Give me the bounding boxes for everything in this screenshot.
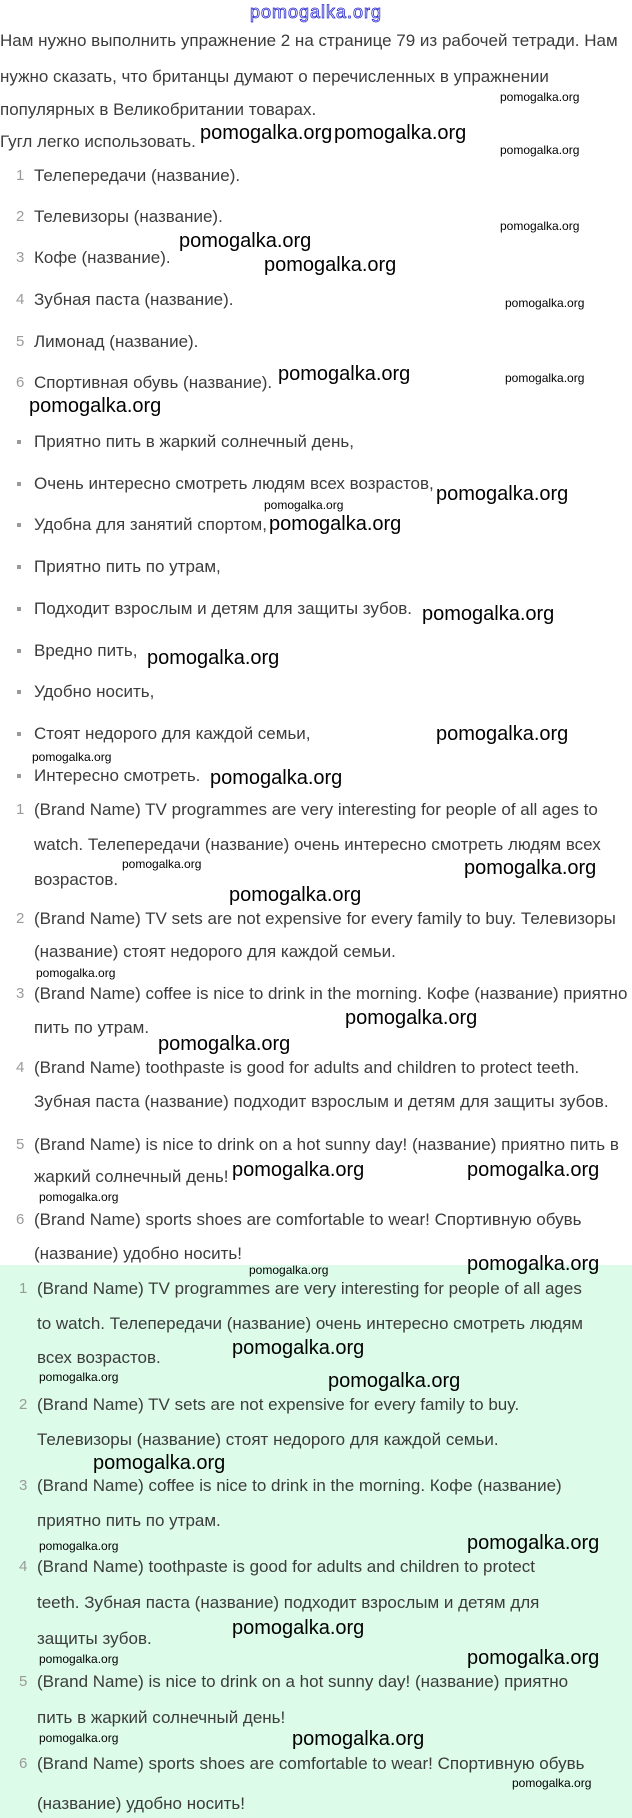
sentence-line: (Brand Name) toothpaste is good for adults and children to protect teeth.	[34, 1058, 580, 1077]
watermark: pomogalka.org	[210, 767, 343, 789]
watermark: pomogalka.org	[467, 1253, 600, 1275]
answer-line: (Brand Name) coffee is nice to drink in the morning. Кофе (название)	[37, 1476, 562, 1495]
watermark: pomogalka.org	[39, 1190, 119, 1204]
watermark: pomogalka.org	[467, 1647, 600, 1669]
watermark: pomogalka.org	[278, 363, 411, 385]
sentence-line: (название) удобно носить!	[34, 1244, 242, 1263]
sentence-line: (Brand Name) is nice to drink on a hot sunny day! (название) приятно пить в	[34, 1135, 619, 1154]
bullet-icon	[17, 649, 21, 653]
phrase-item: Удобно носить,	[34, 682, 155, 701]
phrase-item: Подходит взрослым и детям для защиты зубов.	[34, 599, 413, 618]
intro-line: популярных в Великобритании товарах.	[0, 100, 317, 119]
phrase-item: Приятно пить по утрам,	[34, 557, 221, 576]
answer-line: всех возрастов.	[37, 1348, 161, 1367]
answer-line: (Brand Name) TV programmes are very interesting for people of all ages	[37, 1279, 582, 1298]
sentence-line: (Brand Name) TV programmes are very interesting for people of all ages to	[34, 800, 598, 819]
watermark: pomogalka.org	[505, 371, 585, 385]
watermark: pomogalka.org	[39, 1370, 119, 1384]
watermark: pomogalka.org	[229, 884, 362, 906]
sentence-line: возрастов.	[34, 870, 119, 889]
watermark: pomogalka.org	[334, 122, 467, 144]
watermark: pomogalka.org	[512, 1776, 592, 1790]
answer-number: 4	[19, 1558, 28, 1575]
sentence-line: (Brand Name) sports shoes are comfortable to wear! Спортивную обувь	[34, 1210, 582, 1229]
answer-number: 3	[19, 1477, 28, 1494]
watermark: pomogalka.org	[36, 966, 116, 980]
bullet-icon	[17, 774, 21, 778]
bullet-icon	[17, 732, 21, 736]
watermark: pomogalka.org	[39, 1539, 119, 1553]
watermark: pomogalka.org	[345, 1007, 478, 1029]
list-number: 6	[16, 1211, 25, 1228]
list-number: 1	[16, 167, 25, 184]
product-item: Зубная паста (название).	[34, 290, 234, 309]
watermark: pomogalka.org	[29, 395, 162, 417]
watermark: pomogalka.org	[232, 1337, 365, 1359]
product-item: Лимонад (название).	[34, 332, 199, 351]
watermark: pomogalka.org	[500, 219, 580, 233]
watermark: pomogalka.org	[232, 1617, 365, 1639]
sentence-line: watch. Телепередачи (название) очень интересно смотреть людям всех	[34, 835, 601, 854]
product-item: Спортивная обувь (название).	[34, 373, 273, 392]
list-number: 1	[16, 801, 25, 818]
answer-line: (Brand Name) toothpaste is good for adults and children to protect	[37, 1557, 536, 1576]
phrase-item: Очень интересно смотреть людям всех возрастов,	[34, 474, 434, 493]
answer-line: защиты зубов.	[37, 1629, 152, 1648]
watermark: pomogalka.org	[292, 1728, 425, 1750]
phrase-item: Стоят недорого для каждой семьи,	[34, 724, 311, 743]
answer-line: (Brand Name) is nice to drink on a hot sunny day! (название) приятно	[37, 1672, 569, 1691]
watermark: pomogalka.org	[467, 1532, 600, 1554]
answer-number: 5	[19, 1673, 28, 1690]
watermark: pomogalka.org	[500, 90, 580, 104]
answer-line: (Brand Name) sports shoes are comfortable to wear! Спортивную обувь	[37, 1754, 585, 1773]
intro-line: Нам нужно выполнить упражнение 2 на странице 79 из рабочей тетради. Нам	[0, 31, 618, 50]
watermark: pomogalka.org	[264, 498, 344, 512]
sentence-line: (Brand Name) TV sets are not expensive for every family to buy. Телевизоры	[34, 909, 616, 928]
answer-number: 2	[19, 1396, 28, 1413]
phrase-item: Интересно смотреть.	[34, 766, 201, 785]
watermark: pomogalka.org	[505, 296, 585, 310]
watermark: pomogalka.org	[147, 647, 280, 669]
watermark: pomogalka.org	[264, 254, 397, 276]
intro-line: нужно сказать, что британцы думают о перечисленных в упражнении	[0, 67, 549, 86]
list-number: 2	[16, 910, 25, 927]
sentence-line: (название) стоят недорого для каждой семьи.	[34, 942, 396, 961]
list-number: 5	[16, 333, 25, 350]
answer-line: (Brand Name) TV sets are not expensive for every family to buy.	[37, 1395, 520, 1414]
watermark: pomogalka.org	[269, 513, 402, 535]
watermark: pomogalka.org	[39, 1652, 119, 1666]
product-item: Телевизоры (название).	[34, 207, 223, 226]
list-number: 3	[16, 985, 25, 1002]
intro-line: Гугл легко использовать.	[0, 132, 196, 151]
answer-line: приятно пить по утрам.	[37, 1511, 221, 1530]
bullet-icon	[17, 690, 21, 694]
watermark: pomogalka.org	[249, 1263, 329, 1277]
answer-line: to watch. Телепередачи (название) очень интересно смотреть людям	[37, 1314, 583, 1333]
bullet-icon	[17, 482, 21, 486]
answer-number: 6	[19, 1755, 28, 1772]
product-item: Телепередачи (название).	[34, 166, 241, 185]
list-number: 2	[16, 208, 25, 225]
phrase-item: Приятно пить в жаркий солнечный день,	[34, 432, 354, 451]
bullet-icon	[17, 440, 21, 444]
list-number: 6	[16, 374, 25, 391]
bullet-icon	[17, 565, 21, 569]
answer-line: пить в жаркий солнечный день!	[37, 1708, 286, 1727]
list-number: 3	[16, 249, 25, 266]
watermark: pomogalka.org	[467, 1159, 600, 1181]
sentence-line: (Brand Name) coffee is nice to drink in the morning. Кофе (название) приятно	[34, 984, 628, 1003]
sentence-line: Зубная паста (название) подходит взрослым и детям для защиты зубов.	[34, 1092, 609, 1111]
answer-line: (название) удобно носить!	[37, 1794, 245, 1813]
answer-line: teeth. Зубная паста (название) подходит взрослым и детям для	[37, 1593, 540, 1612]
watermark: pomogalka.org	[200, 122, 333, 144]
answer-line: Телевизоры (название) стоят недорого для каждой семьи.	[37, 1430, 499, 1449]
watermark: pomogalka.org	[436, 723, 569, 745]
phrase-item: Удобна для занятий спортом,	[34, 515, 267, 534]
watermark: pomogalka.org	[436, 483, 569, 505]
list-number: 4	[16, 1059, 25, 1076]
list-number: 5	[16, 1136, 25, 1153]
watermark: pomogalka.org	[158, 1033, 291, 1055]
bullet-icon	[17, 523, 21, 527]
watermark: pomogalka.org	[93, 1452, 226, 1474]
list-number: 4	[16, 291, 25, 308]
bullet-icon	[17, 607, 21, 611]
answer-number: 1	[19, 1280, 28, 1297]
watermark: pomogalka.org	[464, 857, 597, 879]
watermark: pomogalka.org	[232, 1159, 365, 1181]
watermark: pomogalka.org	[422, 603, 555, 625]
watermark: pomogalka.org	[328, 1370, 461, 1392]
phrase-item: Вредно пить,	[34, 641, 138, 660]
site-logo[interactable]: pomogalka.org	[249, 2, 383, 22]
watermark: pomogalka.org	[179, 230, 312, 252]
product-item: Кофе (название).	[34, 248, 171, 267]
sentence-line: пить по утрам.	[34, 1018, 150, 1037]
watermark: pomogalka.org	[39, 1731, 119, 1745]
watermark: pomogalka.org	[32, 750, 112, 764]
watermark: pomogalka.org	[500, 143, 580, 157]
watermark: pomogalka.org	[122, 857, 202, 871]
sentence-line: жаркий солнечный день!	[34, 1167, 229, 1186]
